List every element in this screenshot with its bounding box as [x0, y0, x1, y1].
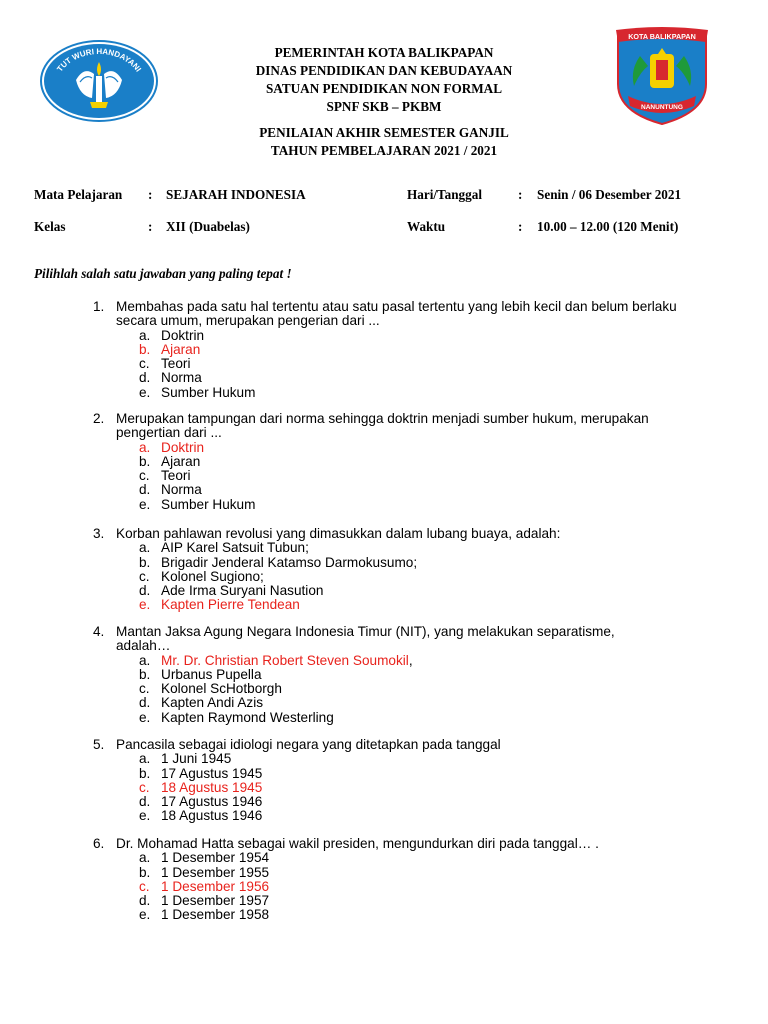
option-text: Sumber Hukum — [161, 384, 256, 400]
option-d — [139, 696, 693, 710]
option-b — [139, 556, 693, 570]
option-letter: b. — [139, 453, 151, 469]
option-letter: a. — [139, 652, 151, 668]
option-a — [139, 851, 693, 865]
option-text: Kapten Pierre Tendean — [161, 597, 300, 613]
option-b — [139, 455, 693, 469]
option-letter: a. — [139, 439, 151, 455]
option-c — [139, 469, 693, 483]
question-4 — [93, 625, 693, 725]
option-text: Mr. Dr. Christian Robert Steven Soumokil — [161, 652, 409, 668]
time-label: Waktu — [407, 219, 446, 234]
question-text: Mantan Jaksa Agung Negara Indonesia Timur (NIT), yang melakukan separatisme, — [116, 624, 615, 639]
option-letter: b. — [139, 864, 151, 880]
question-number: 5. — [93, 737, 105, 752]
option-e — [139, 498, 693, 512]
option-letter: a. — [139, 327, 151, 343]
option-d — [139, 894, 693, 908]
option-c — [139, 357, 693, 371]
exam-title — [0, 124, 768, 160]
question-text: Dr. Mohamad Hatta sebagai wakil presiden, mengundurkan diri pada tanggal… . — [116, 836, 599, 851]
nanuntung-text: NANUNTUNG — [641, 104, 683, 111]
letterhead-line-4: SPNF SKB – PKBM — [326, 99, 442, 114]
option-d — [139, 371, 693, 385]
tut-wuri-text: TUT WURI HANDAYANI — [55, 46, 143, 74]
option-letter: e. — [139, 597, 151, 613]
option-a-correct — [139, 441, 693, 455]
option-text: 1 Desember 1958 — [161, 907, 270, 923]
letterhead-line-1: PEMERINTAH KOTA BALIKPAPAN — [274, 45, 494, 60]
subject-separator: : — [148, 187, 153, 202]
option-letter: b. — [139, 554, 151, 570]
option-letter: a. — [139, 850, 151, 866]
question-number: 4. — [93, 624, 105, 639]
option-text: Doktrin — [161, 327, 205, 343]
question-number: 2. — [93, 411, 105, 426]
option-letter: c. — [139, 681, 150, 697]
option-letter: c. — [139, 468, 150, 484]
option-text: 18 Agustus 1946 — [161, 808, 263, 824]
letterhead — [0, 44, 768, 116]
option-e-correct — [139, 598, 693, 612]
option-b — [139, 767, 693, 781]
option-b-correct — [139, 343, 693, 357]
option-letter: e. — [139, 384, 151, 400]
option-text: 17 Agustus 1946 — [161, 794, 263, 810]
option-b — [139, 866, 693, 880]
option-text: 1 Desember 1957 — [161, 893, 270, 909]
option-letter: e. — [139, 496, 151, 512]
day-label: Hari/Tanggal — [407, 187, 482, 202]
instruction: Pilihlah salah satu jawaban yang paling tepat ! — [34, 266, 292, 281]
option-letter: d. — [139, 794, 151, 810]
option-letter: d. — [139, 695, 151, 711]
option-letter: c. — [139, 356, 150, 372]
option-text: Ajaran — [161, 341, 201, 357]
option-letter: b. — [139, 341, 151, 357]
option-text: Norma — [161, 370, 202, 386]
option-text: 1 Desember 1955 — [161, 864, 270, 880]
option-text: Urbanus Pupella — [161, 666, 262, 682]
option-letter: d. — [139, 893, 151, 909]
option-text: Doktrin — [161, 439, 205, 455]
option-e — [139, 711, 693, 725]
option-letter: e. — [139, 709, 151, 725]
option-letter: b. — [139, 666, 151, 682]
option-e — [139, 809, 693, 823]
option-text: Kapten Andi Azis — [161, 695, 264, 711]
option-c — [139, 682, 693, 696]
option-text: Brigadir Jenderal Katamso Darmokusumo; — [161, 554, 418, 570]
letterhead-line-3: SATUAN PENDIDIKAN NON FORMAL — [265, 81, 503, 96]
time-separator: : — [518, 219, 523, 234]
kota-balikpapan-text: KOTA BALIKPAPAN — [628, 32, 696, 41]
option-letter: e. — [139, 907, 151, 923]
option-a — [139, 329, 693, 343]
option-text: Kolonel ScHotborgh — [161, 681, 282, 697]
option-text: Kapten Raymond Westerling — [161, 709, 334, 725]
option-text: Kolonel Sugiono; — [161, 568, 264, 584]
letterhead-line-2: DINAS PENDIDIKAN DAN KEBUDAYAAN — [255, 63, 513, 78]
exam-title-line-2: TAHUN PEMBELAJARAN 2021 / 2021 — [270, 143, 498, 158]
subject-value: SEJARAH INDONESIA — [166, 187, 306, 202]
question-number: 1. — [93, 299, 105, 314]
question-text: Membahas pada satu hal tertentu atau satu pasal tertentu yang lebih kecil dan belum berlaku secara umum, merupakan pengerian dari ... — [116, 299, 677, 329]
option-text: AIP Karel Satsuit Tubun; — [161, 540, 309, 556]
question-2 — [93, 412, 693, 512]
option-letter: d. — [139, 482, 151, 498]
option-text: Ade Irma Suryani Nasution — [161, 583, 324, 599]
question-3 — [93, 527, 693, 613]
question-number: 6. — [93, 836, 105, 851]
option-text: Teori — [161, 468, 191, 484]
exam-title-line-1: PENILAIAN AKHIR SEMESTER GANJIL — [259, 125, 509, 140]
time-value: 10.00 – 12.00 (120 Menit) — [537, 219, 679, 234]
option-a — [139, 541, 693, 555]
option-text: Sumber Hukum — [161, 496, 256, 512]
option-text: 1 Desember 1956 — [161, 878, 270, 894]
option-letter: c. — [139, 779, 150, 795]
option-text: 1 Desember 1954 — [161, 850, 270, 866]
option-b — [139, 668, 693, 682]
option-letter: d. — [139, 370, 151, 386]
option-text: Teori — [161, 356, 191, 372]
option-e — [139, 386, 693, 400]
option-text: 17 Agustus 1945 — [161, 765, 263, 781]
day-value: Senin / 06 Desember 2021 — [537, 187, 682, 202]
subject-label: Mata Pelajaran — [34, 187, 123, 202]
class-value: XII (Duabelas) — [166, 219, 250, 234]
question-1 — [93, 300, 693, 400]
option-text: 1 Juni 1945 — [161, 751, 232, 767]
option-d — [139, 795, 693, 809]
option-letter: a. — [139, 751, 151, 767]
class-label: Kelas — [34, 219, 66, 234]
option-text: 18 Agustus 1945 — [161, 779, 263, 795]
option-suffix: , — [408, 652, 413, 668]
option-text: Ajaran — [161, 453, 201, 469]
option-letter: d. — [139, 583, 151, 599]
question-text-continued: adalah… — [116, 638, 171, 654]
option-letter: b. — [139, 765, 151, 781]
option-e — [139, 908, 693, 922]
question-text: Pancasila sebagai idiologi negara yang ditetapkan pada tanggal — [116, 737, 501, 752]
option-d — [139, 483, 693, 497]
option-d — [139, 584, 693, 598]
question-number: 3. — [93, 526, 105, 541]
question-text: Korban pahlawan revolusi yang dimasukkan dalam lubang buaya, adalah: — [116, 526, 561, 541]
option-text: Norma — [161, 482, 202, 498]
option-a — [139, 752, 693, 766]
option-c — [139, 570, 693, 584]
option-letter: c. — [139, 568, 150, 584]
option-letter: c. — [139, 878, 150, 894]
question-6 — [93, 837, 693, 923]
option-c-correct — [139, 781, 693, 795]
question-text: Merupakan tampungan dari norma sehingga doktrin menjadi sumber hukum, merupakan pengertian dari ... — [116, 411, 649, 441]
option-a-correct — [139, 654, 693, 668]
question-5 — [93, 738, 693, 824]
day-separator: : — [518, 187, 523, 202]
option-letter: e. — [139, 808, 151, 824]
option-letter: a. — [139, 540, 151, 556]
option-c-correct — [139, 880, 693, 894]
class-separator: : — [148, 219, 153, 234]
